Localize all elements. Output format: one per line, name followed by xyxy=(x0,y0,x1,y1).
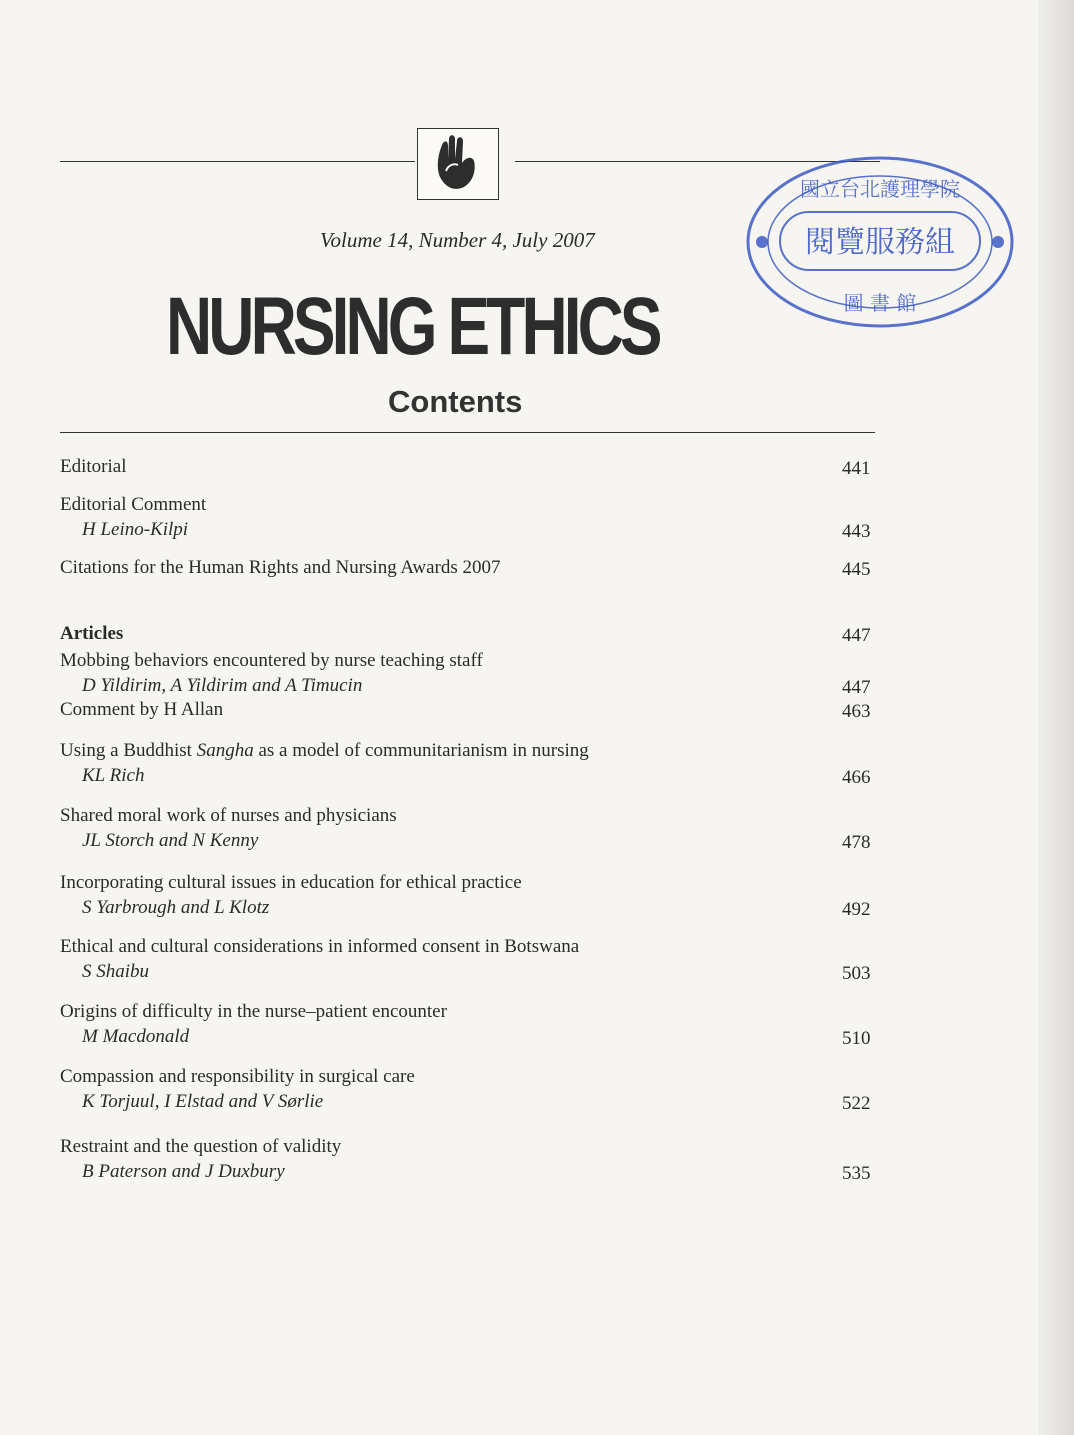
contents-heading: Contents xyxy=(388,384,523,419)
page-edge xyxy=(1038,0,1074,1435)
journal-title: NURSING ETHICS xyxy=(166,281,659,372)
hand-logo-icon xyxy=(417,128,499,200)
library-stamp xyxy=(740,150,1020,335)
toc-entry-title: Mobbing behaviors encountered by nurse teaching staff xyxy=(60,650,483,671)
toc-entry-page: 445 xyxy=(842,559,871,580)
toc-entry-authors: K Torjuul, I Elstad and V Sørlie xyxy=(82,1091,324,1112)
toc-entry-authors: D Yildirim, A Yildirim and A Timucin xyxy=(82,675,363,696)
toc-entry-authors: S Shaibu xyxy=(82,961,150,982)
toc-entry-title: Restraint and the question of validity xyxy=(60,1136,342,1157)
toc-entry-title-emphasis: Sangha xyxy=(196,740,254,761)
volume-line: Volume 14, Number 4, July 2007 xyxy=(320,228,595,252)
toc-entry-page: 441 xyxy=(842,458,871,479)
stamp-top-text: 國立台北護理學院 xyxy=(800,177,960,201)
toc-entry-page: 463 xyxy=(842,701,871,722)
toc-entry-authors: H Leino-Kilpi xyxy=(82,519,189,540)
toc-entry-title xyxy=(60,740,589,762)
toc-entry-title-part: Using a Buddhist xyxy=(60,740,197,761)
toc-entry-title: Editorial xyxy=(60,456,127,477)
toc-entry-authors: JL Storch and N Kenny xyxy=(82,830,259,851)
toc-entry-authors: KL Rich xyxy=(82,765,145,786)
toc-entry-title: Ethical and cultural considerations in informed consent in Botswana xyxy=(60,936,580,957)
toc-entry-title: Shared moral work of nurses and physicians xyxy=(60,805,397,826)
toc-entry-page: 443 xyxy=(842,521,871,542)
toc-entry-page: 466 xyxy=(842,767,871,788)
toc-entry-title: Citations for the Human Rights and Nursing Awards 2007 xyxy=(60,557,501,578)
toc-entry-title: Compassion and responsibility in surgical care xyxy=(60,1066,415,1087)
articles-section-label: Articles xyxy=(60,623,124,644)
toc-entry-title: Editorial Comment xyxy=(60,494,207,515)
toc-entry-title: Origins of difficulty in the nurse–patient encounter xyxy=(60,1001,447,1022)
logo-divider-left xyxy=(60,161,415,162)
stamp-bottom-text: 圖 書 館 xyxy=(843,291,917,315)
toc-entry-title-part: as a model of communitarianism in nursing xyxy=(253,740,589,761)
toc-entry-page: 522 xyxy=(842,1093,871,1114)
toc-entry-authors: S Yarbrough and L Klotz xyxy=(82,897,270,918)
toc-entry-page: 478 xyxy=(842,832,871,853)
toc-entry-page: 503 xyxy=(842,963,871,984)
toc-entry-authors: B Paterson and J Duxbury xyxy=(82,1161,285,1182)
toc-entry-title: Incorporating cultural issues in education for ethical practice xyxy=(60,872,522,893)
toc-entry-page: 492 xyxy=(842,899,871,920)
stamp-center-text: 閱覽服務組 xyxy=(805,225,955,260)
toc-entry-title: Comment by H Allan xyxy=(60,699,224,720)
toc-entry-page: 510 xyxy=(842,1028,871,1049)
toc-entry-page: 447 xyxy=(842,677,871,698)
articles-section-page: 447 xyxy=(842,625,871,646)
toc-entry-page: 535 xyxy=(842,1163,871,1184)
title-rule xyxy=(60,432,875,433)
toc-entry-authors: M Macdonald xyxy=(82,1026,190,1047)
